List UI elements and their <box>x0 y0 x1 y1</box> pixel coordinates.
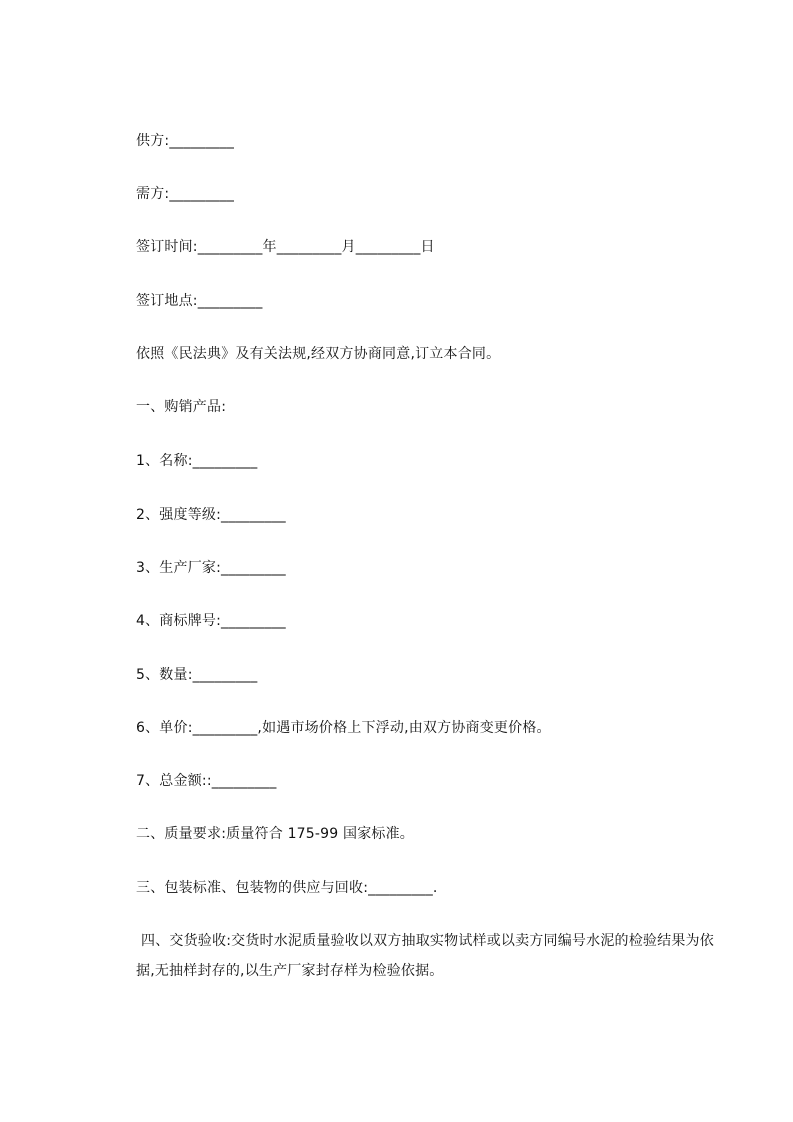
section-heading-products: 一、购销产品: <box>136 399 227 415</box>
item-manufacturer-field: 3、生产厂家:_________ <box>136 560 286 576</box>
contract-preamble: 依照《民法典》及有关法规,经双方协商同意,订立本合同。 <box>136 346 501 362</box>
section-packaging-standard: 三、包装标准、包装物的供应与回收:_________. <box>136 880 438 896</box>
buyer-field: 需方:_________ <box>136 186 235 202</box>
item-quantity-field: 5、数量:_________ <box>136 667 258 683</box>
item-total-amount-field: 7、总金额::_________ <box>136 773 277 789</box>
item-unit-price-field: 6、单价:_________,如遇市场价格上下浮动,由双方协商变更价格。 <box>136 720 551 736</box>
item-name-field: 1、名称:_________ <box>136 453 258 469</box>
item-strength-grade-field: 2、强度等级:_________ <box>136 507 286 523</box>
signing-date-field: 签订时间:_________年_________月_________日 <box>136 239 435 255</box>
section-quality-requirements: 二、质量要求:质量符合 175-99 国家标准。 <box>136 826 415 842</box>
supplier-field: 供方:_________ <box>136 133 235 149</box>
item-trademark-field: 4、商标牌号:_________ <box>136 613 286 629</box>
section-delivery-acceptance: 四、交货验收:交货时水泥质量验收以双方抽取实物试样或以卖方同编号水泥的检验结果为依据,无抽样封存的,以生产厂家封存样为检验依据。 <box>136 933 714 979</box>
signing-place-field: 签订地点:_________ <box>136 293 263 309</box>
